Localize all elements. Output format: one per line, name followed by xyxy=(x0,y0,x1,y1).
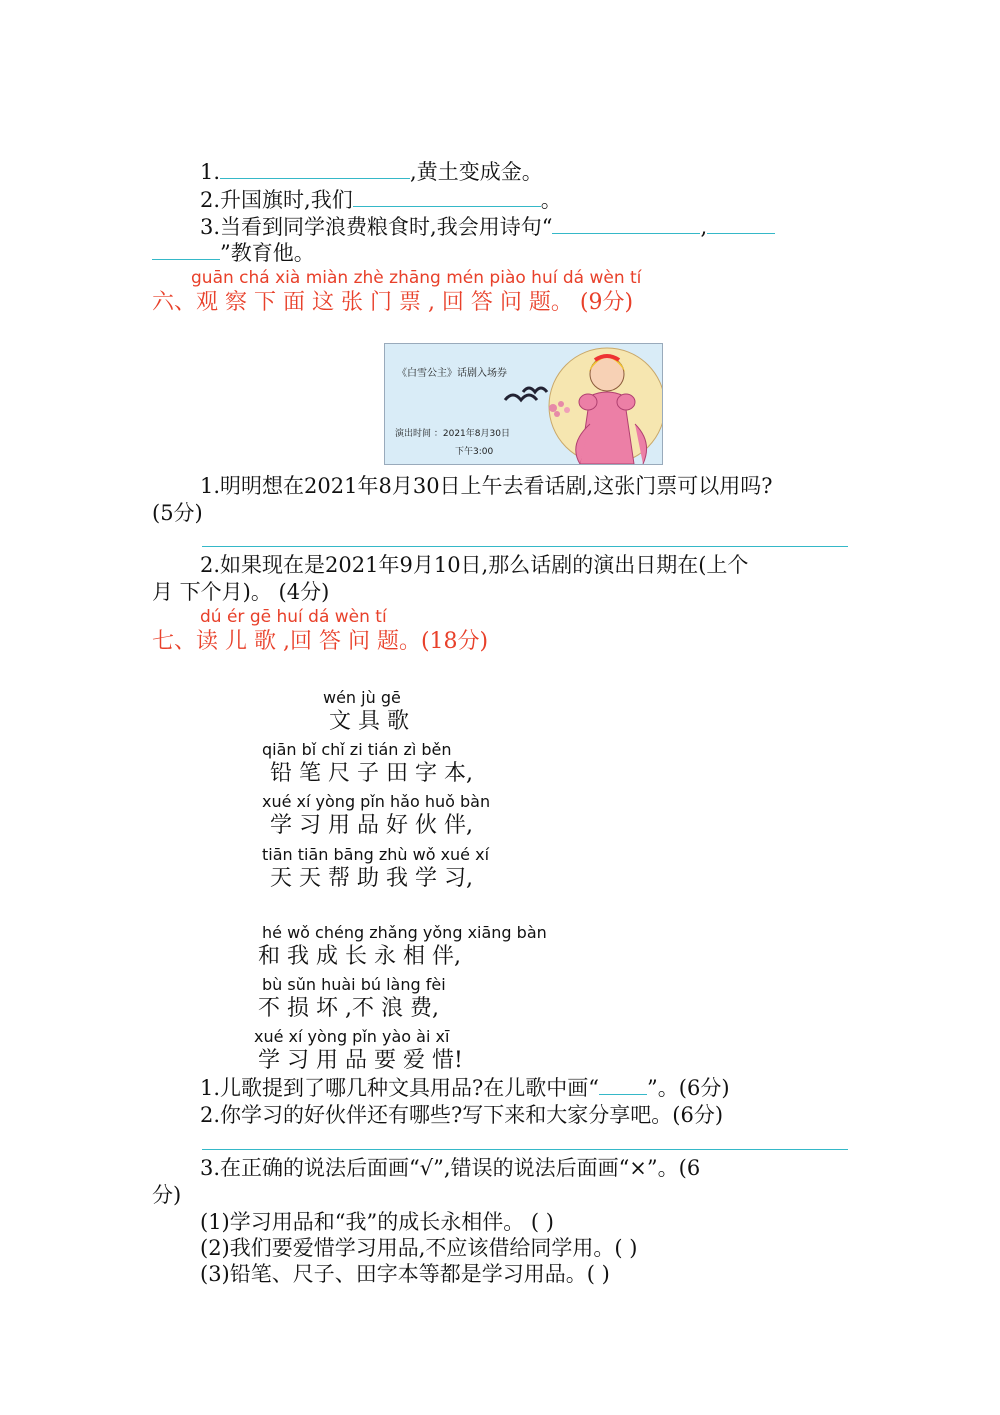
poem-line-pinyin: xué xí yòng pǐn hǎo huǒ bàn xyxy=(262,792,491,811)
answer-blank[interactable] xyxy=(220,160,410,179)
bird-icon xyxy=(523,388,547,392)
section7-title: 七、读 儿 歌 ,回 答 问 题。(18分) xyxy=(152,629,489,654)
poem-line-pinyin: tiān tiān bāng zhù wǒ xué xí xyxy=(262,845,490,864)
fill-q3-cont: ”教育他。 xyxy=(152,239,315,267)
section6-title: 六、观 察 下 面 这 张 门 票 , 回 答 问 题。 (9分) xyxy=(152,290,634,315)
ticket-image xyxy=(384,343,663,465)
poem-line-pinyin: hé wǒ chéng zhǎng yǒng xiāng bàn xyxy=(262,923,547,942)
poem-title: 文 具 歌 xyxy=(329,709,409,734)
poem-line-pinyin: qiān bǐ chǐ zi tián zì běn xyxy=(262,740,452,759)
snow-white-illustration xyxy=(385,344,662,464)
answer-blank[interactable] xyxy=(552,215,700,234)
bird-icon xyxy=(505,395,537,400)
judge-item[interactable]: (3)铅笔、尺子、田字本等都是学习用品。( ) xyxy=(200,1262,610,1286)
section7-q3: 3.在正确的说法后面画“√”,错误的说法后面画“×”。(6 xyxy=(200,1156,701,1180)
section6-q1-score: (5分) xyxy=(152,501,203,525)
judge-item[interactable]: (2)我们要爱惜学习用品,不应该借给同学用。( ) xyxy=(200,1236,638,1260)
section6-q2-cont: 月 下个月)。 (4分) xyxy=(152,580,330,604)
ticket-title: 《白雪公主》话剧入场券 xyxy=(397,368,507,379)
judge-item[interactable]: (1)学习用品和“我”的成长永相伴。 ( ) xyxy=(200,1210,554,1234)
underline-sample xyxy=(599,1076,647,1095)
poem-line: 学 习 用 品 要 爱 惜! xyxy=(258,1048,463,1073)
poem-line: 学 习 用 品 好 伙 伴, xyxy=(270,813,473,838)
ticket-time: 演出时间 ：2021年8月30日 xyxy=(395,429,510,439)
section7-q2: 2.你学习的好伙伴还有哪些?写下来和大家分享吧。(6分) xyxy=(200,1103,724,1127)
poem-line: 不 损 坏 ,不 浪 费, xyxy=(258,996,439,1021)
fill-q3: 3.当看到同学浪费粮食时,我会用诗句“ , xyxy=(200,213,775,241)
poem-line-pinyin: bù sǔn huài bú làng fèi xyxy=(262,975,446,994)
section6-q2: 2.如果现在是2021年9月10日,那么话剧的演出日期在(上个 xyxy=(200,553,749,577)
section7-q1: 1.儿歌提到了哪几种文具用品?在儿歌中画“ ”。(6分) xyxy=(200,1076,730,1100)
answer-blank[interactable] xyxy=(707,215,775,234)
poem-title-pinyin: wén jù gē xyxy=(323,688,401,707)
fill-q2: 2.升国旗时,我们 。 xyxy=(200,188,562,212)
answer-blank[interactable] xyxy=(353,188,541,207)
fill-q1: 1. ,黄土变成金。 xyxy=(200,160,543,184)
poem-line: 天 天 帮 助 我 学 习, xyxy=(270,866,473,891)
poem-line-pinyin: xué xí yòng pǐn yào ài xī xyxy=(254,1027,450,1046)
section6-q1: 1.明明想在2021年8月30日上午去看话剧,这张门票可以用吗? xyxy=(200,474,773,498)
section7-pinyin: dú ér gē huí dá wèn tí xyxy=(200,607,387,627)
answer-line[interactable] xyxy=(202,546,848,547)
answer-blank[interactable] xyxy=(152,241,220,260)
ticket-time-pm: 下午3:00 xyxy=(455,447,494,457)
answer-line[interactable] xyxy=(202,1149,848,1150)
section6-pinyin: guān chá xià miàn zhè zhāng mén piào huí dá wèn tí xyxy=(191,268,642,288)
section7-q3-cont: 分) xyxy=(152,1183,182,1207)
poem-line: 铅 笔 尺 子 田 字 本, xyxy=(270,761,473,786)
poem-line: 和 我 成 长 永 相 伴, xyxy=(258,944,461,969)
